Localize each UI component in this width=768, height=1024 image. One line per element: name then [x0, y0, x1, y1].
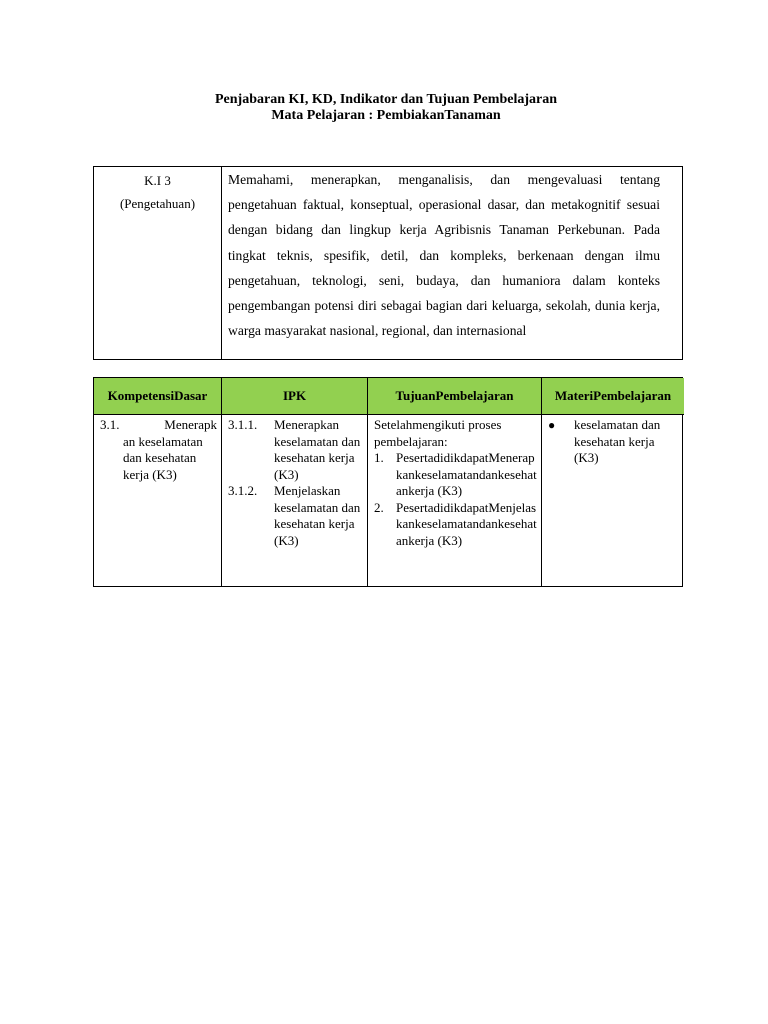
- materi-cell: [542, 415, 684, 587]
- ipk-number: 3.1.2.: [228, 483, 258, 498]
- title-line-2: Mata Pelajaran : PembiakanTanaman: [271, 108, 501, 123]
- ki-code: K.I 3: [144, 173, 171, 188]
- header-ipk: IPK: [222, 378, 368, 415]
- materi-text: keselamatan dan kesehatan kerja (K3): [574, 417, 661, 465]
- header-tujuan-pembelajaran: TujuanPembelajaran: [368, 378, 542, 415]
- tujuan-number: 1.: [374, 450, 384, 465]
- ipk-text: Menjelaskan keselamatan dan kesehatan kerja (K3): [274, 483, 361, 548]
- ipk-item: [228, 483, 363, 549]
- ki-table: [93, 166, 683, 360]
- ki-label-cell: [94, 167, 222, 359]
- header-materi-pembelajaran: MateriPembelajaran: [542, 378, 684, 415]
- ki-kind: (Pengetahuan): [119, 196, 196, 211]
- tujuan-text: PesertadidikdapatMenjelaskankeselamatandankesehatankerja (K3): [396, 499, 537, 548]
- kd-cell: [94, 415, 222, 587]
- ipk-text: Menerapkan keselamatan dan kesehatan kerja (K3): [274, 417, 361, 482]
- tujuan-cell: [368, 415, 542, 587]
- ki-description: Memahami, menerapkan, menganalisis, dan mengevaluasi tentang pengetahuan faktual, konseptual, operasional dasar, dan metakognitif sesuai dengan bidang dan lingkup kerja Agribisnis Tanaman Perkebunan. Pada tingkat teknis, spesifik, detil, dan kompleks, berkenaan dengan ilmu pengetahuan, teknologi, seni, budaya, dan humaniora dalam konteks pengembangan potensi diri sebagai bagian dari keluarga, sekolah, dunia kerja, warga masyarakat nasional, regional, dan internasional: [228, 172, 660, 339]
- title-line-1: Penjabaran KI, KD, Indikator dan Tujuan Pembelajaran: [214, 92, 558, 107]
- kd-text: an keselamatan dan kesehatan kerja (K3): [123, 433, 203, 482]
- tujuan-intro: Setelahmengikuti proses pembelajaran:: [374, 417, 502, 449]
- materi-item: [548, 417, 680, 467]
- kd-item: [100, 417, 217, 434]
- ipk-number: 3.1.1.: [228, 417, 258, 432]
- tujuan-item: [374, 500, 537, 550]
- document-title: [0, 92, 768, 124]
- kd-table: [93, 377, 683, 587]
- ipk-cell: [222, 415, 368, 587]
- ipk-item: [228, 417, 363, 483]
- kd-first-word: Menerapk: [164, 417, 217, 432]
- tujuan-text: PesertadidikdapatMenerapkankeselamatandankesehatankerja (K3): [396, 450, 537, 498]
- header-kompetensi-dasar: KompetensiDasar: [94, 378, 222, 415]
- kd-number: 3.1.: [100, 417, 120, 432]
- tujuan-item: [374, 450, 537, 500]
- bullet-icon: ●: [548, 418, 556, 432]
- tujuan-number: 2.: [374, 499, 384, 515]
